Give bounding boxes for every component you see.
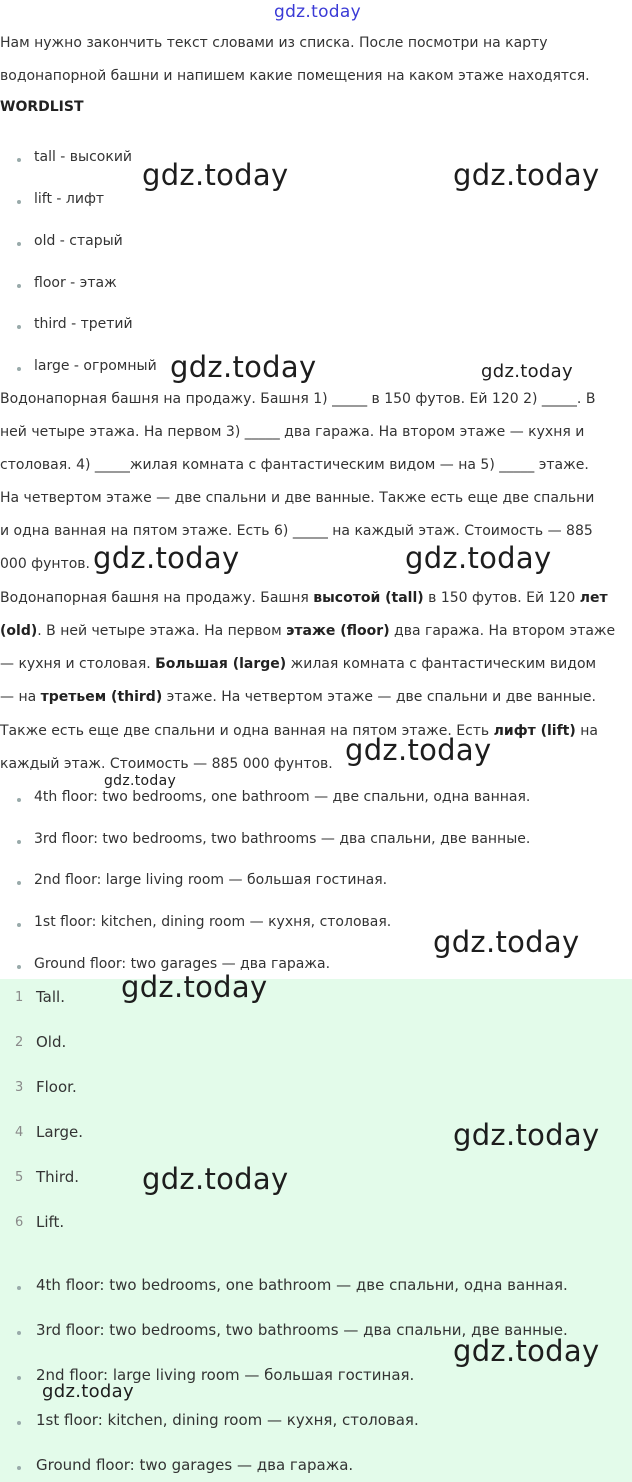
watermark: gdz.today (481, 361, 573, 382)
header-watermark: gdz.today (274, 2, 361, 22)
watermark: gdz.today (405, 541, 552, 575)
wordlist-item: tall - высокий (34, 149, 133, 165)
translation-line: — на третьем (third) этаже. На четвертом этаже — две спальни и две ванные. (0, 689, 596, 705)
answer-number: 4 (15, 1125, 24, 1140)
bullet-icon (17, 1331, 21, 1335)
bullet-icon (17, 367, 21, 371)
watermark: gdz.today (42, 1381, 134, 1402)
answer-block (0, 979, 632, 1482)
answer-text: Large. (36, 1123, 83, 1141)
answer-number: 5 (15, 1170, 24, 1185)
task-line: 000 фунтов. (0, 556, 91, 572)
bullet-icon (17, 923, 21, 927)
translation-line: Водонапорная башня на продажу. Башня высотой (tall) в 150 футов. Ей 120 лет (0, 590, 608, 606)
floor-item: 1st floor: kitchen, dining room — кухня, столовая. (34, 914, 392, 930)
wordlist-item: large - огромный (34, 358, 157, 374)
answer-floor-item: 2nd floor: large living room — большая гостиная. (36, 1366, 415, 1384)
watermark: gdz.today (121, 970, 268, 1004)
answer-floor-item: Ground floor: two garages — два гаража. (36, 1456, 354, 1474)
watermark: gdz.today (453, 158, 600, 192)
answer-text: Floor. (36, 1078, 77, 1096)
task-line: столовая. 4) _____жилая комната с фантастическим видом — на 5) _____ этаже. (0, 457, 589, 473)
bullet-icon (17, 965, 21, 969)
answer-floor-item: 1st floor: kitchen, dining room — кухня, столовая. (36, 1411, 419, 1429)
translation-line: (old). В ней четыре этажа. На первом этаже (floor) два гаража. На втором этаже (0, 623, 616, 639)
answer-number: 1 (15, 990, 24, 1005)
bullet-icon (17, 325, 21, 329)
translation-line: каждый этаж. Стоимость — 885 000 фунтов. (0, 756, 333, 772)
wordlist-item: old - старый (34, 233, 123, 249)
watermark: gdz.today (93, 541, 240, 575)
bullet-icon (17, 798, 21, 802)
wordlist-item: lift - лифт (34, 191, 105, 207)
floor-item: 4th floor: two bedrooms, one bathroom — две спальни, одна ванная. (34, 789, 531, 805)
watermark: gdz.today (345, 733, 492, 767)
watermark: gdz.today (142, 1162, 289, 1196)
watermark: gdz.today (170, 350, 317, 384)
answer-number: 3 (15, 1080, 24, 1095)
answer-number: 2 (15, 1035, 24, 1050)
bullet-icon (17, 881, 21, 885)
answer-text: Lift. (36, 1213, 65, 1231)
watermark: gdz.today (453, 1334, 600, 1368)
wordlist-item: floor - этаж (34, 275, 117, 291)
intro-line-2: водонапорной башни и напишем какие помещения на каком этаже находятся. (0, 68, 590, 84)
bullet-icon (17, 284, 21, 288)
wordlist-title: WORDLIST (0, 99, 84, 115)
watermark: gdz.today (142, 158, 289, 192)
bullet-icon (17, 1286, 21, 1290)
task-line: и одна ванная на пятом этаже. Есть 6) _____ на каждый этаж. Стоимость — 885 (0, 523, 593, 539)
wordlist-item: third - третий (34, 316, 133, 332)
floor-item: 2nd floor: large living room — большая гостиная. (34, 872, 388, 888)
watermark: gdz.today (104, 773, 177, 789)
watermark: gdz.today (453, 1118, 600, 1152)
bullet-icon (17, 158, 21, 162)
bullet-icon (17, 1466, 21, 1470)
bullet-icon (17, 200, 21, 204)
translation-line: Также есть еще две спальни и одна ванная на пятом этаже. Есть лифт (lift) на (0, 723, 598, 739)
bullet-icon (17, 242, 21, 246)
task-line: Водонапорная башня на продажу. Башня 1) _____ в 150 футов. Ей 120 2) _____. В (0, 391, 596, 407)
answer-number: 6 (15, 1215, 24, 1230)
answer-text: Tall. (36, 988, 65, 1006)
translation-line: — кухня и столовая. Большая (large) жилая комната с фантастическим видом (0, 656, 597, 672)
bullet-icon (17, 1421, 21, 1425)
answer-floor-item: 4th floor: two bedrooms, one bathroom — две спальни, одна ванная. (36, 1276, 568, 1294)
task-line: На четвертом этаже — две спальни и две ванные. Также есть еще две спальни (0, 490, 595, 506)
task-line: ней четыре этажа. На первом 3) _____ два гаража. На втором этаже — кухня и (0, 424, 585, 440)
answer-text: Third. (36, 1168, 80, 1186)
floor-item: Ground floor: two garages — два гаража. (34, 956, 331, 972)
answer-text: Old. (36, 1033, 67, 1051)
watermark: gdz.today (433, 925, 580, 959)
bullet-icon (17, 840, 21, 844)
bullet-icon (17, 1376, 21, 1380)
answer-floor-item: 3rd floor: two bedrooms, two bathrooms — два спальни, две ванные. (36, 1321, 568, 1339)
floor-item: 3rd floor: two bedrooms, two bathrooms — два спальни, две ванные. (34, 831, 531, 847)
intro-line-1: Нам нужно закончить текст словами из списка. После посмотри на карту (0, 35, 548, 51)
